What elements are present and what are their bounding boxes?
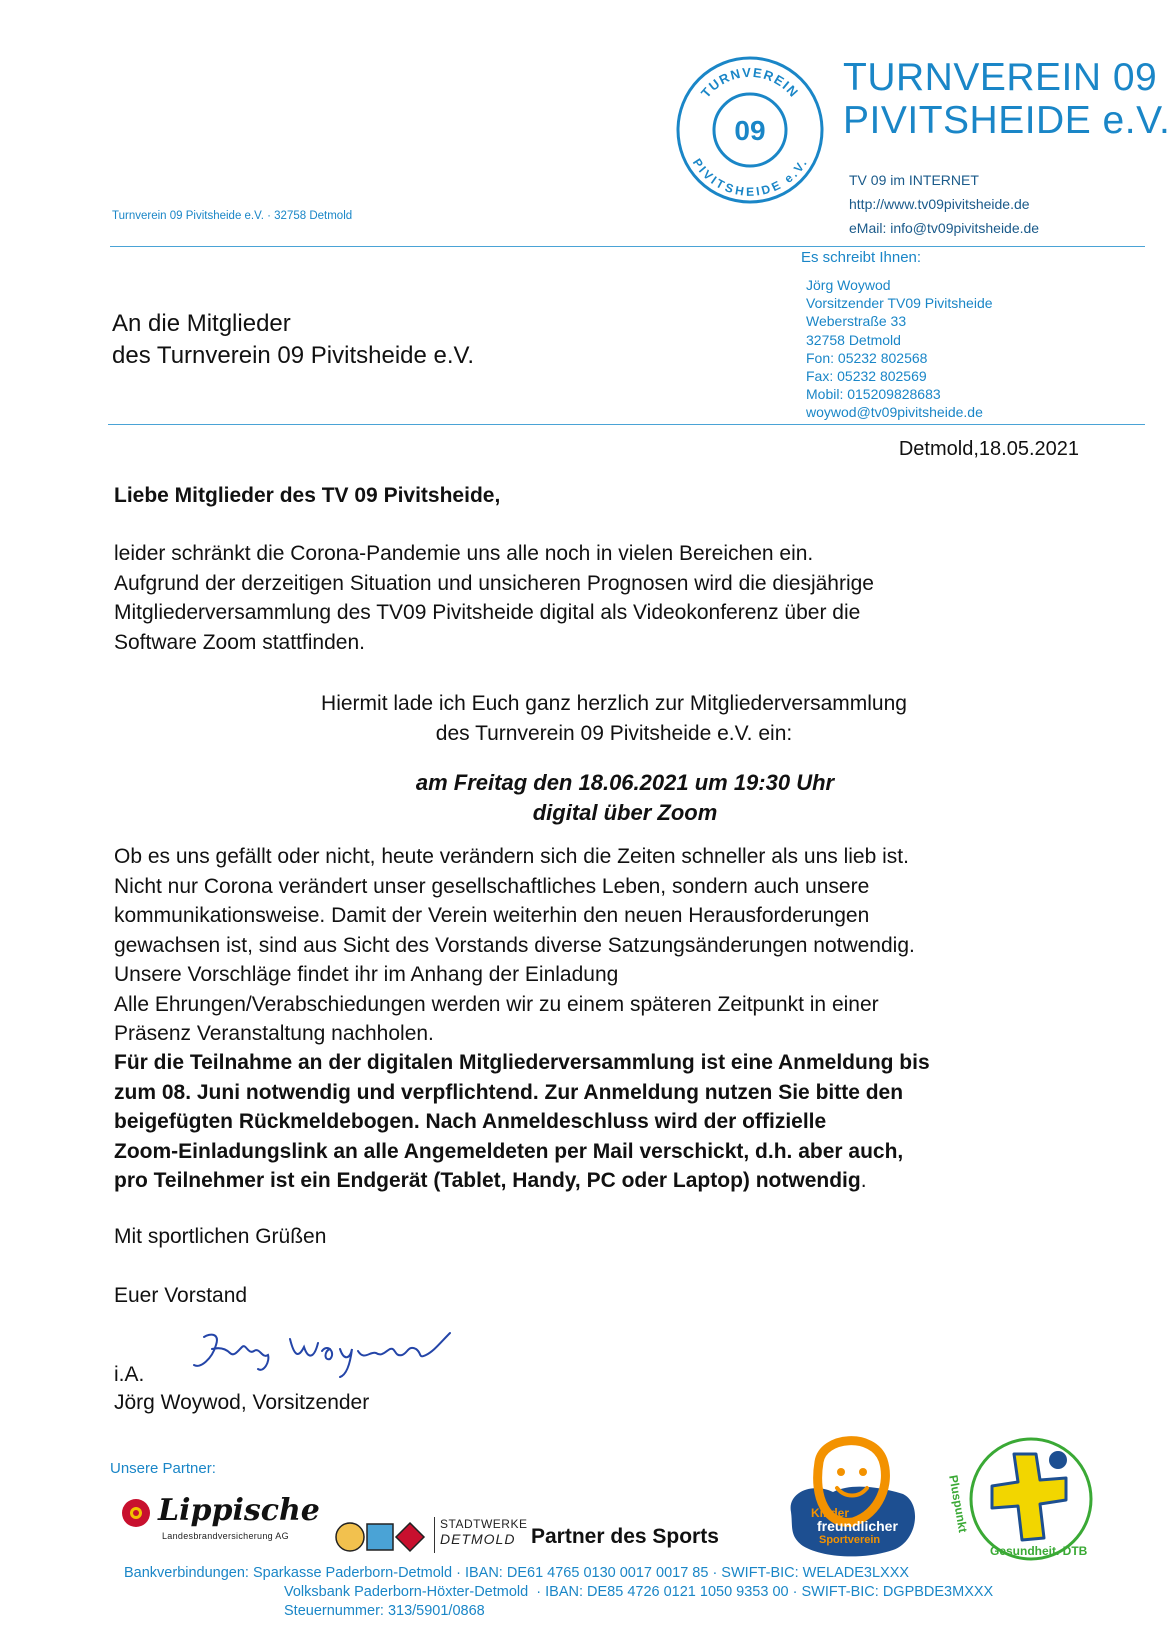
intro-line: Aufgrund der derzeitigen Situation und unsicheren Prognosen wird die diesjährige bbox=[114, 571, 874, 595]
intro-line: Software Zoom stattfinden. bbox=[114, 630, 365, 654]
logo-center-text: 09 bbox=[734, 115, 766, 146]
notice-line: Zoom-Einladungslink an alle Angemeldeten per Mail verschickt, d.h. aber auch, bbox=[114, 1139, 904, 1163]
recipient-line2: des Turnverein 09 Pivitsheide e.V. bbox=[112, 342, 475, 369]
partner-slogan: Partner des Sports bbox=[531, 1525, 719, 1548]
club-logo bbox=[675, 55, 825, 205]
letter-date: Detmold,18.05.2021 bbox=[898, 438, 1079, 460]
pluspunkt-logo bbox=[946, 1434, 1096, 1564]
logo-ring-text-bottom: PIVITSHEIDE e.V. bbox=[689, 155, 811, 199]
event-location: digital über Zoom bbox=[532, 800, 718, 825]
writer-email[interactable]: woywod@tv09pivitsheide.de bbox=[806, 404, 983, 421]
svg-text:PIVITSHEIDE e.V. bbox=[690, 156, 811, 199]
writer-name: Jörg Woywod bbox=[806, 277, 891, 293]
bank-label: Bankverbindungen: bbox=[124, 1565, 249, 1581]
registration-notice bbox=[114, 1048, 930, 1196]
club-name-line2: PIVITSHEIDE e.V. bbox=[843, 99, 1171, 142]
handwritten-signature bbox=[190, 1325, 470, 1385]
body-line: Alle Ehrungen/Verabschiedungen werden wir zu einem späteren Zeitpunkt in einer bbox=[114, 992, 879, 1016]
writer-mobile: Mobil: 015209828683 bbox=[806, 386, 941, 403]
pluspunkt-top: Pluspunkt bbox=[946, 1474, 971, 1534]
email-link[interactable]: eMail: info@tv09pivitsheide.de bbox=[849, 220, 1040, 236]
invitation-paragraph bbox=[104, 689, 1124, 748]
recipient-line1: An die Mitglieder bbox=[112, 310, 291, 337]
body-line: Ob es uns gefällt oder nicht, heute verändern sich die Zeiten schneller als uns lieb ist. bbox=[114, 845, 909, 868]
stadtwerke-line1: STADTWERKE bbox=[440, 1517, 528, 1531]
stadtwerke-logo bbox=[334, 1517, 734, 1557]
writer-fax: Fax: 05232 802569 bbox=[806, 368, 927, 385]
notice-line: zum 08. Juni notwendig und verpflichtend. Zur Anmeldung nutzen Sie bitte den bbox=[114, 1080, 904, 1104]
invite-line: des Turnverein 09 Pivitsheide e.V. ein: bbox=[435, 721, 793, 745]
kinder-line1: Kinder bbox=[811, 1506, 850, 1520]
event-date: am Freitag den 18.06.2021 um 19:30 Uhr bbox=[415, 770, 835, 795]
kinder-line3: Sportverein bbox=[819, 1534, 881, 1546]
writer-street: Weberstraße 33 bbox=[806, 313, 907, 330]
rose-icon bbox=[120, 1497, 152, 1529]
signer-name: Jörg Woywod, Vorsitzender bbox=[114, 1391, 370, 1414]
notice-line: pro Teilnehmer ist ein Endgerät (Tablet, Handy, PC oder Laptop) notwendig. bbox=[114, 1169, 867, 1192]
bank-line2: Volksbank Paderborn-Höxter-Detmold · IBAN: DE85 4726 0121 1050 9353 00 · SWIFT-BIC: DGPBDE3MXXX bbox=[284, 1584, 994, 1600]
lippische-name: Lippische bbox=[158, 1493, 320, 1528]
kinderfreundlich-logo bbox=[783, 1432, 923, 1562]
intro-paragraph bbox=[114, 539, 874, 657]
bank-details bbox=[124, 1564, 993, 1621]
intro-line: leider schränkt die Corona-Pandemie uns alle noch in vielen Bereichen ein. bbox=[114, 542, 814, 565]
website-link[interactable]: http://www.tv09pivitsheide.de bbox=[849, 196, 1030, 212]
on-behalf-label: i.A. bbox=[114, 1363, 145, 1386]
notice-line: beigefügten Rückmeldebogen. Nach Anmeldeschluss wird der offizielle bbox=[114, 1110, 827, 1133]
lippische-logo bbox=[120, 1493, 320, 1545]
writer-contact bbox=[806, 276, 993, 422]
recipient-block bbox=[112, 308, 474, 372]
club-name bbox=[843, 56, 1170, 142]
internet-label: TV 09 im INTERNET bbox=[849, 172, 979, 188]
internet-info bbox=[849, 168, 1039, 240]
notice-period: . bbox=[860, 1169, 867, 1192]
closing-greeting: Mit sportlichen Grüßen bbox=[114, 1225, 327, 1248]
club-name-line1: TURNVEREIN 09 bbox=[843, 56, 1158, 99]
writer-phone: Fon: 05232 802568 bbox=[806, 349, 928, 366]
salutation: Liebe Mitglieder des TV 09 Pivitsheide, bbox=[114, 484, 501, 507]
signoff: Euer Vorstand bbox=[114, 1284, 248, 1307]
body-line: Nicht nur Corona verändert unser gesellschaftliches Leben, sondern auch unsere bbox=[114, 874, 870, 898]
notice-line: Für die Teilnahme an der digitalen Mitgliederversammlung ist eine Anmeldung bis bbox=[114, 1051, 930, 1074]
writer-city: 32758 Detmold bbox=[806, 331, 901, 348]
intro-line: Mitgliederversammlung des TV09 Pivitsheide digital als Videokonferenz über die bbox=[114, 601, 861, 624]
address-divider bbox=[108, 424, 1145, 425]
body-paragraph bbox=[114, 842, 915, 1049]
tax-number: Steuernummer: 313/5901/0868 bbox=[284, 1603, 485, 1619]
header-divider bbox=[110, 246, 1145, 247]
body-line: Präsenz Veranstaltung nachholen. bbox=[114, 1022, 434, 1045]
invite-line: Hiermit lade ich Euch ganz herzlich zur Mitgliederversammlung bbox=[321, 692, 907, 715]
writer-heading: Es schreibt Ihnen: bbox=[801, 249, 922, 266]
stadtwerke-icons bbox=[334, 1520, 428, 1554]
pluspunkt-bottom: Gesundheit. DTB bbox=[990, 1544, 1088, 1558]
stadtwerke-line2: DETMOLD bbox=[440, 1531, 516, 1547]
body-line: gewachsen ist, sind aus Sicht des Vorstands diverse Satzungsänderungen notwendig. bbox=[114, 933, 915, 957]
kinder-line2: freundlicher bbox=[817, 1518, 898, 1534]
body-line: kommunikationsweise. Damit der Verein weiterhin den neuen Herausforderungen bbox=[114, 904, 870, 927]
partners-label: Unsere Partner: bbox=[110, 1460, 216, 1477]
logo-ring-text-top: TURNVEREIN bbox=[697, 64, 802, 101]
body-line: Unsere Vorschläge findet ihr im Anhang der Einladung bbox=[114, 963, 619, 986]
event-details bbox=[115, 768, 1135, 828]
lippische-sub: Landesbrandversicherung AG bbox=[162, 1531, 289, 1541]
sender-line: Turnverein 09 Pivitsheide e.V. · 32758 Detmold bbox=[112, 210, 353, 222]
writer-title: Vorsitzender TV09 Pivitsheide bbox=[806, 295, 993, 312]
bank-line1: Sparkasse Paderborn-Detmold · IBAN: DE61 4765 0130 0017 0017 85 · SWIFT-BIC: WELADE3LXXX bbox=[253, 1565, 910, 1581]
